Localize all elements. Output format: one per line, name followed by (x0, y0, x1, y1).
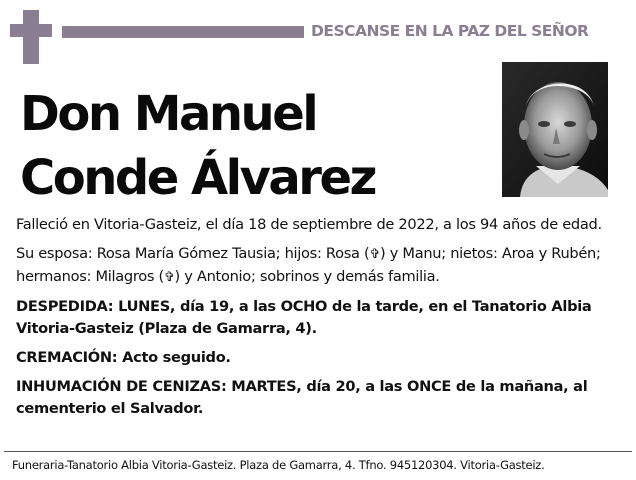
cross-icon-vertical (23, 10, 39, 64)
family-text-1: Su esposa: Rosa María Gómez Tausia; hijos: Rosa ( (16, 245, 370, 262)
cross-icon-horizontal (10, 24, 52, 37)
portrait-image (502, 62, 608, 197)
family-text-3: ) y Antonio; sobrinos y demás familia. (174, 268, 440, 285)
portrait-photo (502, 62, 608, 197)
header-rule (62, 26, 304, 38)
name-line-2: Conde Álvarez (20, 150, 375, 206)
footer-divider (4, 451, 632, 452)
cross-symbol-icon: ✞ (369, 247, 381, 262)
farewell-info: DESPEDIDA: LUNES, día 19, a las OCHO de la tarde, en el Tanatorio Albia Vitoria-Gasteiz (Plaza de Gamarra, 4). (16, 298, 592, 337)
deceased-name (20, 82, 375, 210)
cross-symbol-icon: ✞ (163, 270, 175, 285)
family-text-2: ) y Manu; nietos: Aroa y Rubén; hermanos: Milagros ( (16, 245, 601, 285)
death-notice: Falleció en Vitoria-Gasteiz, el día 18 de septiembre de 2022, a los 94 años de edad. (16, 216, 602, 233)
cremation-info: CREMACIÓN: Acto seguido. (16, 349, 231, 366)
inurnment-info: INHUMACIÓN DE CENIZAS: MARTES, día 20, a las ONCE de la mañana, al cementerio el Salvador. (16, 378, 588, 417)
family-list (16, 243, 622, 289)
header-title: DESCANSE EN LA PAZ DEL SEÑOR (311, 22, 589, 40)
name-line-1: Don Manuel (20, 86, 317, 142)
notice-body (16, 214, 622, 427)
funeral-home-footer: Funeraria-Tanatorio Albia Vitoria-Gasteiz. Plaza de Gamarra, 4. Tfno. 945120304. Vitoria-Gasteiz. (12, 458, 545, 472)
